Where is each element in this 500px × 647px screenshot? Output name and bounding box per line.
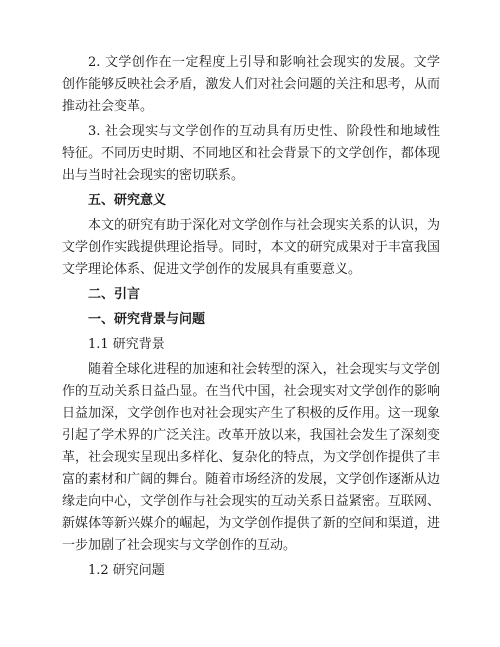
section-heading-significance: 五、研究意义 xyxy=(88,193,167,208)
paragraph-item-2: 2. 文学创作在一定程度上引导和影响社会现实的发展。文学创作能够反映社会矛盾，激发人们对社会问题的关注和思考，从而推动社会变革。 xyxy=(62,55,440,114)
paragraph-significance: 本文的研究有助于深化对文学创作与社会现实关系的认识，为文学创作实践提供理论指导。同时，本文的研究成果对于丰富我国文学理论体系、促进文学创作的发展具有重要意义。 xyxy=(62,218,440,277)
subsection-heading-1-2: 1.2 研究问题 xyxy=(88,563,165,578)
paragraph-item-3: 3. 社会现实与文学创作的互动具有历史性、阶段性和地域性特征。不同历史时期、不同地区和社会背景下的文学创作，都体现出与当时社会现实的密切联系。 xyxy=(62,124,440,183)
document-page xyxy=(62,52,440,582)
subsection-heading-1-1: 1.1 研究背景 xyxy=(88,337,165,352)
section-heading-background-problem: 一、研究背景与问题 xyxy=(88,312,206,327)
paragraph-background: 随着全球化进程的加速和社会转型的深入，社会现实与文学创作的互动关系日益凸显。在当代中国，社会现实对文学创作的影响日益加深，文学创作也对社会现实产生了积极的反作用。这一现象引起了学术界的广泛关注。改革开放以来，我国社会发生了深刻变革，社会现实呈现出多样化、复杂化的特点，为文学创作提供了丰富的素材和广阔的舞台。随着市场经济的发展，文学创作逐渐从边缘走向中心，文学创作与社会现实的互动关系日益紧密。互联网、新媒体等新兴媒介的崛起，为文学创作提供了新的空间和渠道，进一步加剧了社会现实与文学创作的互动。 xyxy=(62,362,440,553)
section-heading-intro: 二、引言 xyxy=(88,287,141,302)
